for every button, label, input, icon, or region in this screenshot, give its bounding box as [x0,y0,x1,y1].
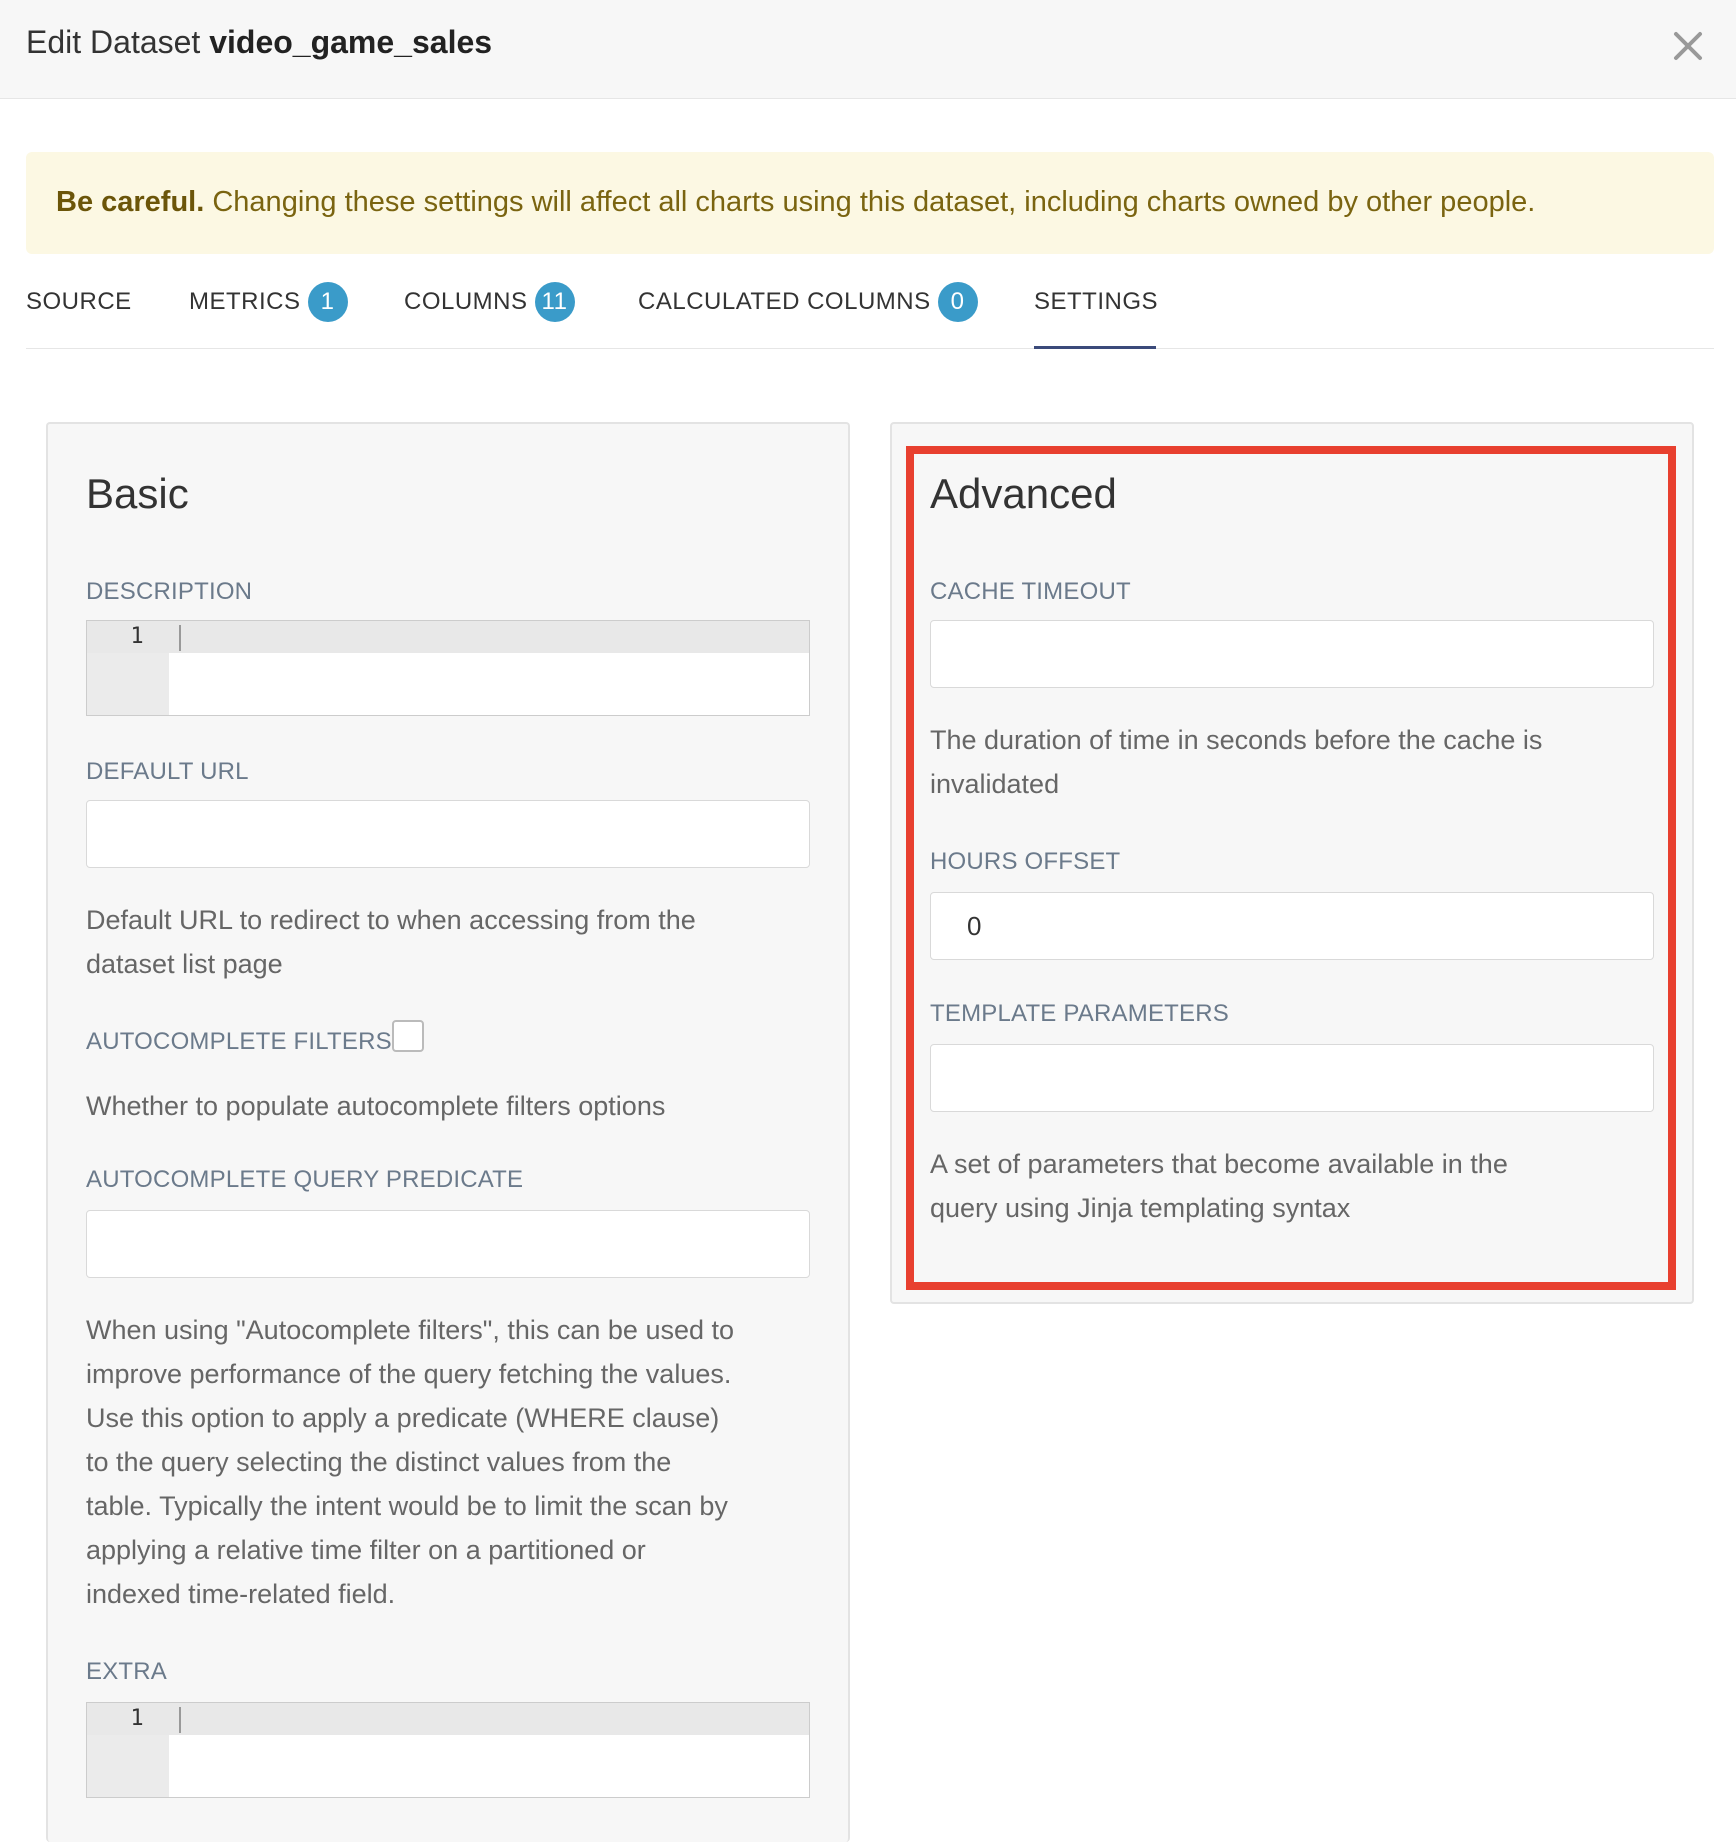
tab-calculated-columns-label: CALCULATED COLUMNS [638,288,931,315]
close-button[interactable] [1668,26,1708,66]
autocomplete-filters-help: Whether to populate autocomplete filters options [86,1091,666,1121]
text-cursor [179,625,181,651]
cache-timeout-help: The duration of time in seconds before the cache is invalidated [930,725,1543,799]
tab-metrics-label: METRICS [189,288,301,315]
warning-alert [26,152,1714,254]
default-url-label: DEFAULT URL [86,758,249,785]
close-icon [1668,26,1708,66]
extra-label: EXTRA [86,1658,168,1685]
basic-panel [46,422,850,1842]
modal-title [26,24,492,61]
cache-timeout-input[interactable] [930,620,1654,688]
extra-editor[interactable] [86,1702,810,1798]
autocomplete-filters-checkbox[interactable] [392,1020,424,1052]
modal-header [0,0,1736,99]
alert-strong: Be careful. [56,186,205,218]
tab-columns[interactable] [404,288,575,346]
modal-title-prefix: Edit Dataset [26,24,201,60]
autocomplete-filters-label: AUTOCOMPLETE FILTERS [86,1028,392,1055]
tab-bar [26,278,1714,349]
template-parameters-input[interactable] [930,1044,1654,1112]
basic-title: Basic [86,470,189,517]
default-url-input[interactable] [86,800,810,868]
default-url-help: Default URL to redirect to when accessing from the dataset list page [86,905,696,979]
dataset-name: video_game_sales [209,24,493,60]
text-cursor [179,1707,181,1733]
hours-offset-input[interactable] [930,892,1654,960]
autocomplete-predicate-help: When using "Autocomplete filters", this can be used to improve performance of the query fetching the values. Use this option to apply a predicate (WHERE clause) to the query selecting the distinct values from the table. Typically the intent would be to limit the scan by applying a relative time filter on a partitioned or indexed time-related field. [86,1315,735,1609]
calculated-columns-count-badge: 0 [938,282,978,322]
columns-count-badge: 11 [535,282,575,322]
template-parameters-label: TEMPLATE PARAMETERS [930,1000,1229,1027]
cache-timeout-label: CACHE TIMEOUT [930,578,1131,605]
template-parameters-help: A set of parameters that become available in the query using Jinja templating syntax [930,1149,1508,1223]
autocomplete-predicate-input[interactable] [86,1210,810,1278]
tab-settings-label: SETTINGS [1034,288,1159,315]
autocomplete-predicate-label: AUTOCOMPLETE QUERY PREDICATE [86,1166,524,1193]
alert-message: Changing these settings will affect all charts using this dataset, including charts owned by other people. [212,186,1536,218]
tab-calculated-columns[interactable] [638,288,978,346]
line-number: 1 [130,1706,144,1731]
tab-source-label: SOURCE [26,288,132,315]
tab-settings[interactable] [1034,288,1159,349]
hours-offset-label: HOURS OFFSET [930,848,1121,875]
description-editor[interactable] [86,620,810,716]
advanced-title: Advanced [930,470,1117,517]
advanced-panel [890,422,1694,1304]
tab-source[interactable] [26,288,132,346]
line-number: 1 [130,624,144,649]
tab-metrics[interactable] [189,288,348,346]
description-label: DESCRIPTION [86,578,253,605]
metrics-count-badge: 1 [308,282,348,322]
tab-columns-label: COLUMNS [404,288,528,315]
